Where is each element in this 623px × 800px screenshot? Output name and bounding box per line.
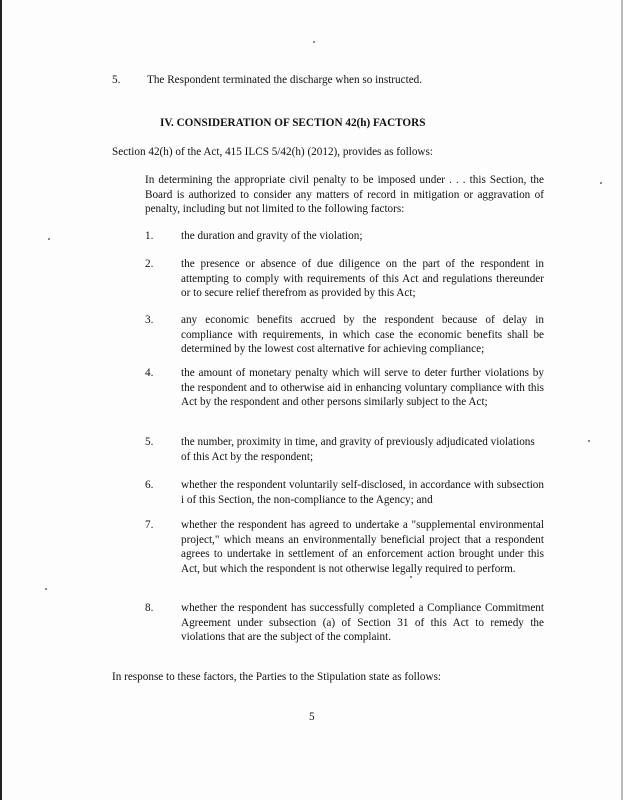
item-number: 5. [112, 74, 121, 86]
factor-number: 2. [145, 258, 154, 270]
factor-number: 8. [145, 602, 154, 614]
scan-speck [410, 576, 412, 578]
scan-edge-left [0, 0, 2, 800]
factor-number: 1. [145, 230, 154, 242]
factor-text: the duration and gravity of the violation; [181, 230, 363, 242]
closing-statement: In response to these factors, the Parties to the Stipulation state as follows: [112, 671, 442, 683]
factor-number: 3. [145, 314, 154, 326]
factor-number: 7. [145, 519, 154, 531]
scan-speck [600, 182, 602, 184]
scan-speck [45, 588, 47, 590]
factor-number: 5. [145, 436, 154, 448]
factor-text: the presence or absence of due diligence on the part of the respondent in attempting to comply with requirements of this Act and regulations thereunder or to secure relief therefrom as provided by this Act; [181, 258, 544, 299]
factor-text: any economic benefits accrued by the respondent because of delay in compliance with requirements, in which case the economic benefits shall be determined by the lowest cost alternative for achieving compliance; [181, 314, 544, 355]
item-text: The Respondent terminated the discharge when so instructed. [147, 74, 423, 86]
section-heading: IV. CONSIDERATION OF SECTION 42(h) FACTORS [160, 117, 426, 129]
factor-number: 6. [145, 479, 154, 491]
scan-speck [588, 440, 590, 442]
section-intro: Section 42(h) of the Act, 415 ILCS 5/42(h) (2012), provides as follows: [112, 146, 433, 158]
factor-text: whether the respondent has successfully completed a Compliance Commitment Agreement under subsection (a) of Section 31 of this Act to remedy the violations that are the subject of the complaint. [181, 602, 544, 643]
factor-number: 4. [145, 367, 154, 379]
scan-speck [48, 238, 50, 240]
scan-speck [313, 41, 315, 43]
factor-text: the number, proximity in time, and gravity of previously adjudicated violations of this Act by the respondent; [181, 436, 535, 463]
factor-text: whether the respondent has agreed to undertake a "supplemental environmental project," which means an environmentally beneficial project that a respondent agrees to undertake in settlement of an enforcement action brought under this Act, but which the respondent is not otherwise legally required to perform. [181, 519, 544, 575]
page-number: 5 [309, 711, 315, 723]
factor-text: the amount of monetary penalty which will serve to deter further violations by the respondent and to otherwise aid in enhancing voluntary compliance with this Act by the respondent and other persons similarly subject to the Act; [181, 367, 544, 408]
factor-text: whether the respondent voluntarily self-disclosed, in accordance with subsection i of this Section, the non-compliance to the Agency; and [181, 479, 544, 506]
statute-quote: In determining the appropriate civil penalty to be imposed under . . . this Section, the Board is authorized to consider any matters of record in mitigation or aggravation of penalty, including but not limited to the following factors: [145, 174, 544, 215]
